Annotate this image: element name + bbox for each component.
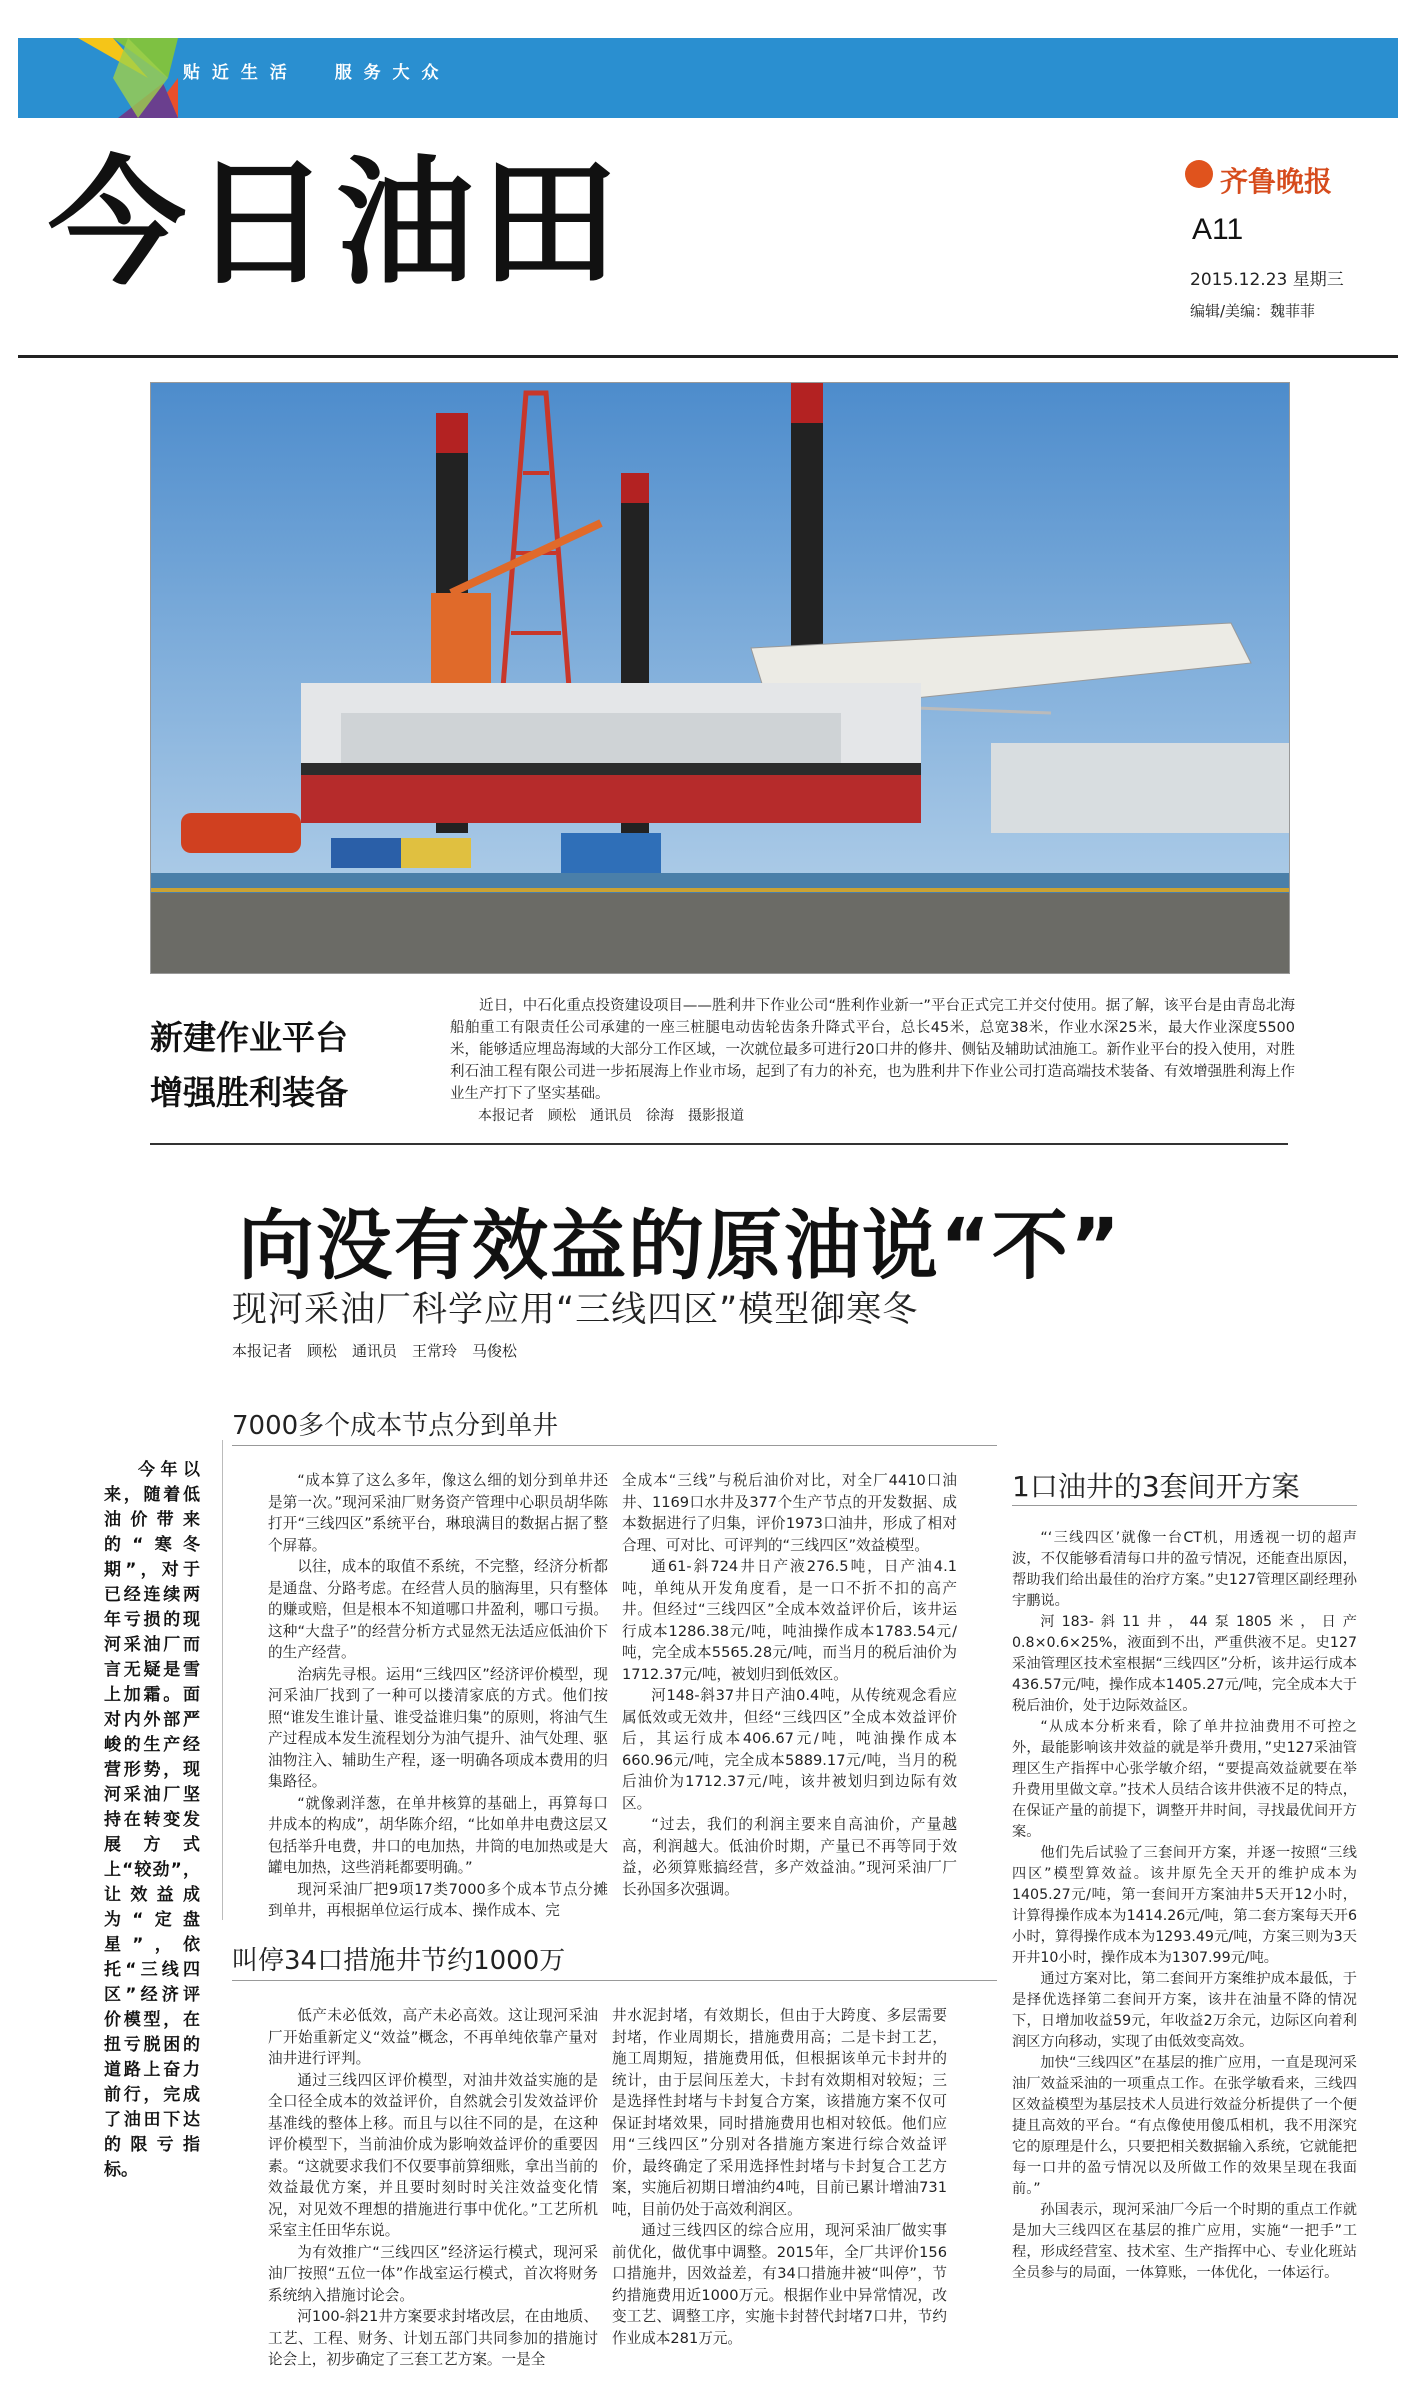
top-banner [18,38,1398,118]
s1c1-p2: 以往，成本的取值不系统，不完整，经济分析都是通盘、分路考虑。在经营人员的脑海里，只有整体的赚或赔，但是根本不知道哪口井盈利，哪口亏损。这种“大盘子”的经营分析方式显然无法适应低油价下的生产经营。 [268,1558,608,1661]
photo-credit: 本报记者 顾松 通讯员 徐海 摄影报道 [478,1108,744,1124]
s3-p6: 加快“三线四区”在基层的推广应用，一直是现河采油厂效益采油的一项重点工作。在张学敏看来，三线四区效益模型为基层技术人员进行效益分析提供了一个便捷且高效的平台。“有点像使用傻瓜相机，我不用深究它的原理是什么，只要把相关数据输入系统，它就能把每一口井的盈亏情况以及所做工作的效果呈现在我面前。” [1012,2055,1357,2197]
s1c1-p5: 现河采油厂把9项17类7000多个成本节点分摊到单井，再根据单位运行成本、操作成本、完 [268,1880,608,1919]
section-masthead: 今日油田 [48,143,625,304]
section1-title: 7000多个成本节点分到单井 [232,1411,559,1441]
s2c1-p2: 通过三线四区评价模型，对油井效益实施的是全口径全成本的效益评价，自然就会引发效益评价基准线的整体上移。而且与以往不同的是，在这种评价模型下，当前油价成为影响效益评价的重要因素。“这就要求我们不仅要事前算细账，拿出当前的效益最优方案，并且要时刻时时关注效益变化情况，对见效不理想的措施进行事中优化。”工艺所机采室主任田华东说。 [268,2071,598,2239]
section3-rule [1012,1505,1357,1506]
photo-title-line1: 新建作业平台 [150,1018,348,1057]
s1c1-p1: “成本算了这么多年，像这么细的划分到单井还是第一次。”现河采油厂财务资产管理中心职员胡华陈打开“三线四区”系统平台，琳琅满目的数据占据了整个屏幕。 [268,1472,608,1554]
paper-name: 齐鲁晚报 [1220,165,1333,198]
platform-photo [150,382,1290,974]
section2-title: 叫停34口措施井节约1000万 [232,1946,566,1976]
article-byline: 本报记者 顾松 通讯员 王常玲 马俊松 [232,1342,518,1360]
banner-slogan [183,58,477,83]
s2c2-p1: 井水泥封堵，有效期长，但由于大跨度、多层需要封堵，作业周期长，措施费用高；二是卡封工艺，施工周期短，措施费用低，但根据该单元卡封井的统计，由于层间压差大，卡封有效期相对较短；三是选择性封堵与卡封复合方案，该措施方案不仅可保证封堵效果，同时措施费用也相对较低。他们应用“三线四区”分别对各措施方案进行综合效益评价，最终确定了采用选择性封堵与卡封复合工艺方案，实施后初期日增油约4吨，目前已累计增油731吨，目前仍处于高效利润区。 [612,2007,947,2218]
section1-rule [232,1445,997,1446]
section1-col2 [622,1470,957,1900]
s1c2-p3: 河148-斜37井日产油0.4吨，从传统观念看应属低效或无效井，但经“三线四区”全成本效益评价后，其运行成本406.67元/吨，吨油操作成本660.96元/吨，完全成本5889.17元/吨，当月的税后油价为1712.37元/吨，该井被划归到边际有效区。 [622,1687,957,1812]
masthead-divider [18,355,1398,358]
section3-col [1012,1528,1357,2284]
s3-p5: 通过方案对比，第二套间开方案维护成本最低，于是择优选择第二套间开方案，该井在油量不降的情况下，日增加收益59元，年收益2万余元，边际区向着利润区方向移动，实现了由低效变高效。 [1012,1971,1357,2050]
section2-col2 [612,2005,947,2349]
section2-col1 [268,2005,598,2371]
photo-title-line2: 增强胜利装备 [150,1073,348,1112]
caption-text: 近日，中石化重点投资建设项目——胜利井下作业公司“胜利作业新一”平台正式完工并交付使用。据了解，该平台是由青岛北海船舶重工有限责任公司承建的一座三桩腿电动齿轮齿条升降式平台，总长45米，总宽38米，作业水深25米，最大作业深度5500米，能够适应埋岛海域的大部分工作区域，一次就位最多可进行20口井的修井、侧钻及辅助试油施工。新作业平台的投入使用，对胜利石油工程有限公司进一步拓展海上作业市场，起到了有力的补充，也为胜利井下作业公司打造高端技术装备、有效增强胜利海上作业生产打下了坚实基础。 [450,998,1295,1102]
s1c1-p3: 治病先寻根。运用“三线四区”经济评价模型，现河采油厂找到了一种可以搂清家底的方式。他们按照“谁发生谁计量、谁受益谁归集”的原则，将油气生产过程成本发生流程划分为油气提升、油气处理、驱油物注入、辅助生产程，逐一明确各项成本费用的归集路径。 [268,1665,608,1790]
page-number: A11 [1192,213,1244,246]
section3-title: 1口油井的3套间开方案 [1012,1470,1300,1503]
article-headline: 向没有效益的原油说“不” [238,1201,1122,1290]
s3-p3: “从成本分析来看，除了单井拉油费用不可控之外，最能影响该井效益的就是举升费用，”史127采油管理区生产指挥中心张学敏介绍，“要提高效益就要在举升费用里做文章。”技术人员结合该井供液不足的特点，在保证产量的前提下，调整开井时间，寻找最优间开方案。 [1012,1719,1357,1840]
s1c2-p2: 通61-斜724井日产液276.5吨，日产油4.1吨，单纯从开发角度看，是一口不折不扣的高产井。但经过“三线四区”全成本效益评价后，该井运行成本1286.38元/吨，吨油操作成本1783.54元/吨，完全成本5565.28元/吨，而当月的税后油价为1712.37元/吨，被划归到低效区。 [622,1558,957,1683]
s3-p1: “‘三线四区’就像一台CT机，用透视一切的超声波，不仅能够看清每口井的盈亏情况，还能查出原因，帮助我们给出最佳的治疗方案。”史127管理区副经理孙宇鹏说。 [1012,1530,1357,1609]
editor-credit: 编辑/美编：魏菲菲 [1190,302,1316,320]
banner-logo-icon [18,38,178,118]
photo-caption [450,995,1295,1127]
s2c1-p4: 河100-斜21井方案要求封堵改层，在由地质、工艺、工程、财务、计划五部门共同参加的措施讨论会上，初步确定了三套工艺方案。一是全 [268,2308,598,2368]
slogan-2: 服 务 大 众 [334,63,442,83]
photo-story-title [150,1010,348,1120]
article-intro: 今年以来，随着低油价带来的“寒冬期”，对于已经连续两年亏损的现河采油厂而言无疑是雪上加霜。面对内外部严峻的生产经营形势，现河采油厂坚持在转变发展方式上“较劲”，让效益成为“定盘星”，依托“三线四区”经济评价模型，在扭亏脱困的道路上奋力前行，完成了油田下达的限亏指标。 [104,1460,200,2180]
s1c2-p1: 全成本“三线”与税后油价对比，对全厂4410口油井、1169口水井及377个生产节点的开发数据、成本数据进行了归集，评价1973口油井，形成了相对合理、可对比、可评判的“三线四区”效益模型。 [622,1472,957,1554]
issue-date: 2015.12.23 星期三 [1190,270,1344,290]
s2c1-p1: 低产未必低效，高产未必高效。这让现河采油厂开始重新定义“效益”概念，不再单纯依靠产量对油井进行评判。 [268,2007,598,2067]
section1-col1 [268,1470,608,1922]
intro-divider [222,1440,223,1920]
paper-logo-icon [1185,160,1213,188]
s1c2-p4: “过去，我们的利润主要来自高油价，产量越高，利润越大。低油价时期，产量已不再等同于效益，必须算账搞经营，多产效益油。”现河采油厂厂长孙国多次强调。 [622,1816,957,1898]
s3-p4: 他们先后试验了三套间开方案，并逐一按照“三线四区”模型算效益。该井原先全天开的维护成本为1405.27元/吨，第一套间开方案油井5天开12小时，计算得操作成本为1414.26元/吨，第二套方案每天开6小时，算得操作成本为1293.49元/吨，方案三则为3天开井10小时，操作成本为1307.99元/吨。 [1012,1845,1357,1966]
s2c1-p3: 为有效推广“三线四区”经济运行模式，现河采油厂按照“五位一体”作战室运行模式，首次将财务系统纳入措施讨论会。 [268,2243,598,2304]
story-divider [150,1143,1288,1145]
s1c1-p4: “就像剥洋葱，在单井核算的基础上，再算每口井成本的构成”，胡华陈介绍，“比如单井电费这层又包括举升电费，井口的电加热，井筒的电加热或是大罐电加热，这些消耗都要明确。” [268,1794,608,1876]
slogan-1: 贴 近 生 活 [183,63,290,83]
s3-p7: 孙国表示，现河采油厂今后一个时期的重点工作就是加大三线四区在基层的推广应用，实施“一把手”工程，形成经营室、技术室、生产指挥中心、专业化班站全员参与的局面，一体算账，一体优化，一体运行。 [1012,2202,1357,2281]
platform-illustration [151,383,1289,973]
s2c2-p2: 通过三线四区的综合应用，现河采油厂做实事前优化，做优事中调整。2015年，全厂共评价156口措施井，因效益差，有34口措施井被“叫停”，节约措施费用近1000万元。根据作业中异常情况，改变工艺、调整工序，实施卡封替代封堵7口井，节约作业成本281万元。 [612,2222,947,2347]
s3-p2: 河183-斜11井，44泵1805米，日产0.8×0.6×25%，液面到不出，严重供液不足。史127采油管理区技术室根据“三线四区”分析，该井运行成本436.57元/吨，操作成本1405.27元/吨，完全成本大于税后油价，处于边际效益区。 [1012,1614,1357,1714]
section2-rule [232,1980,997,1981]
article-subhead: 现河采油厂科学应用“三线四区”模型御寒冬 [232,1290,919,1330]
